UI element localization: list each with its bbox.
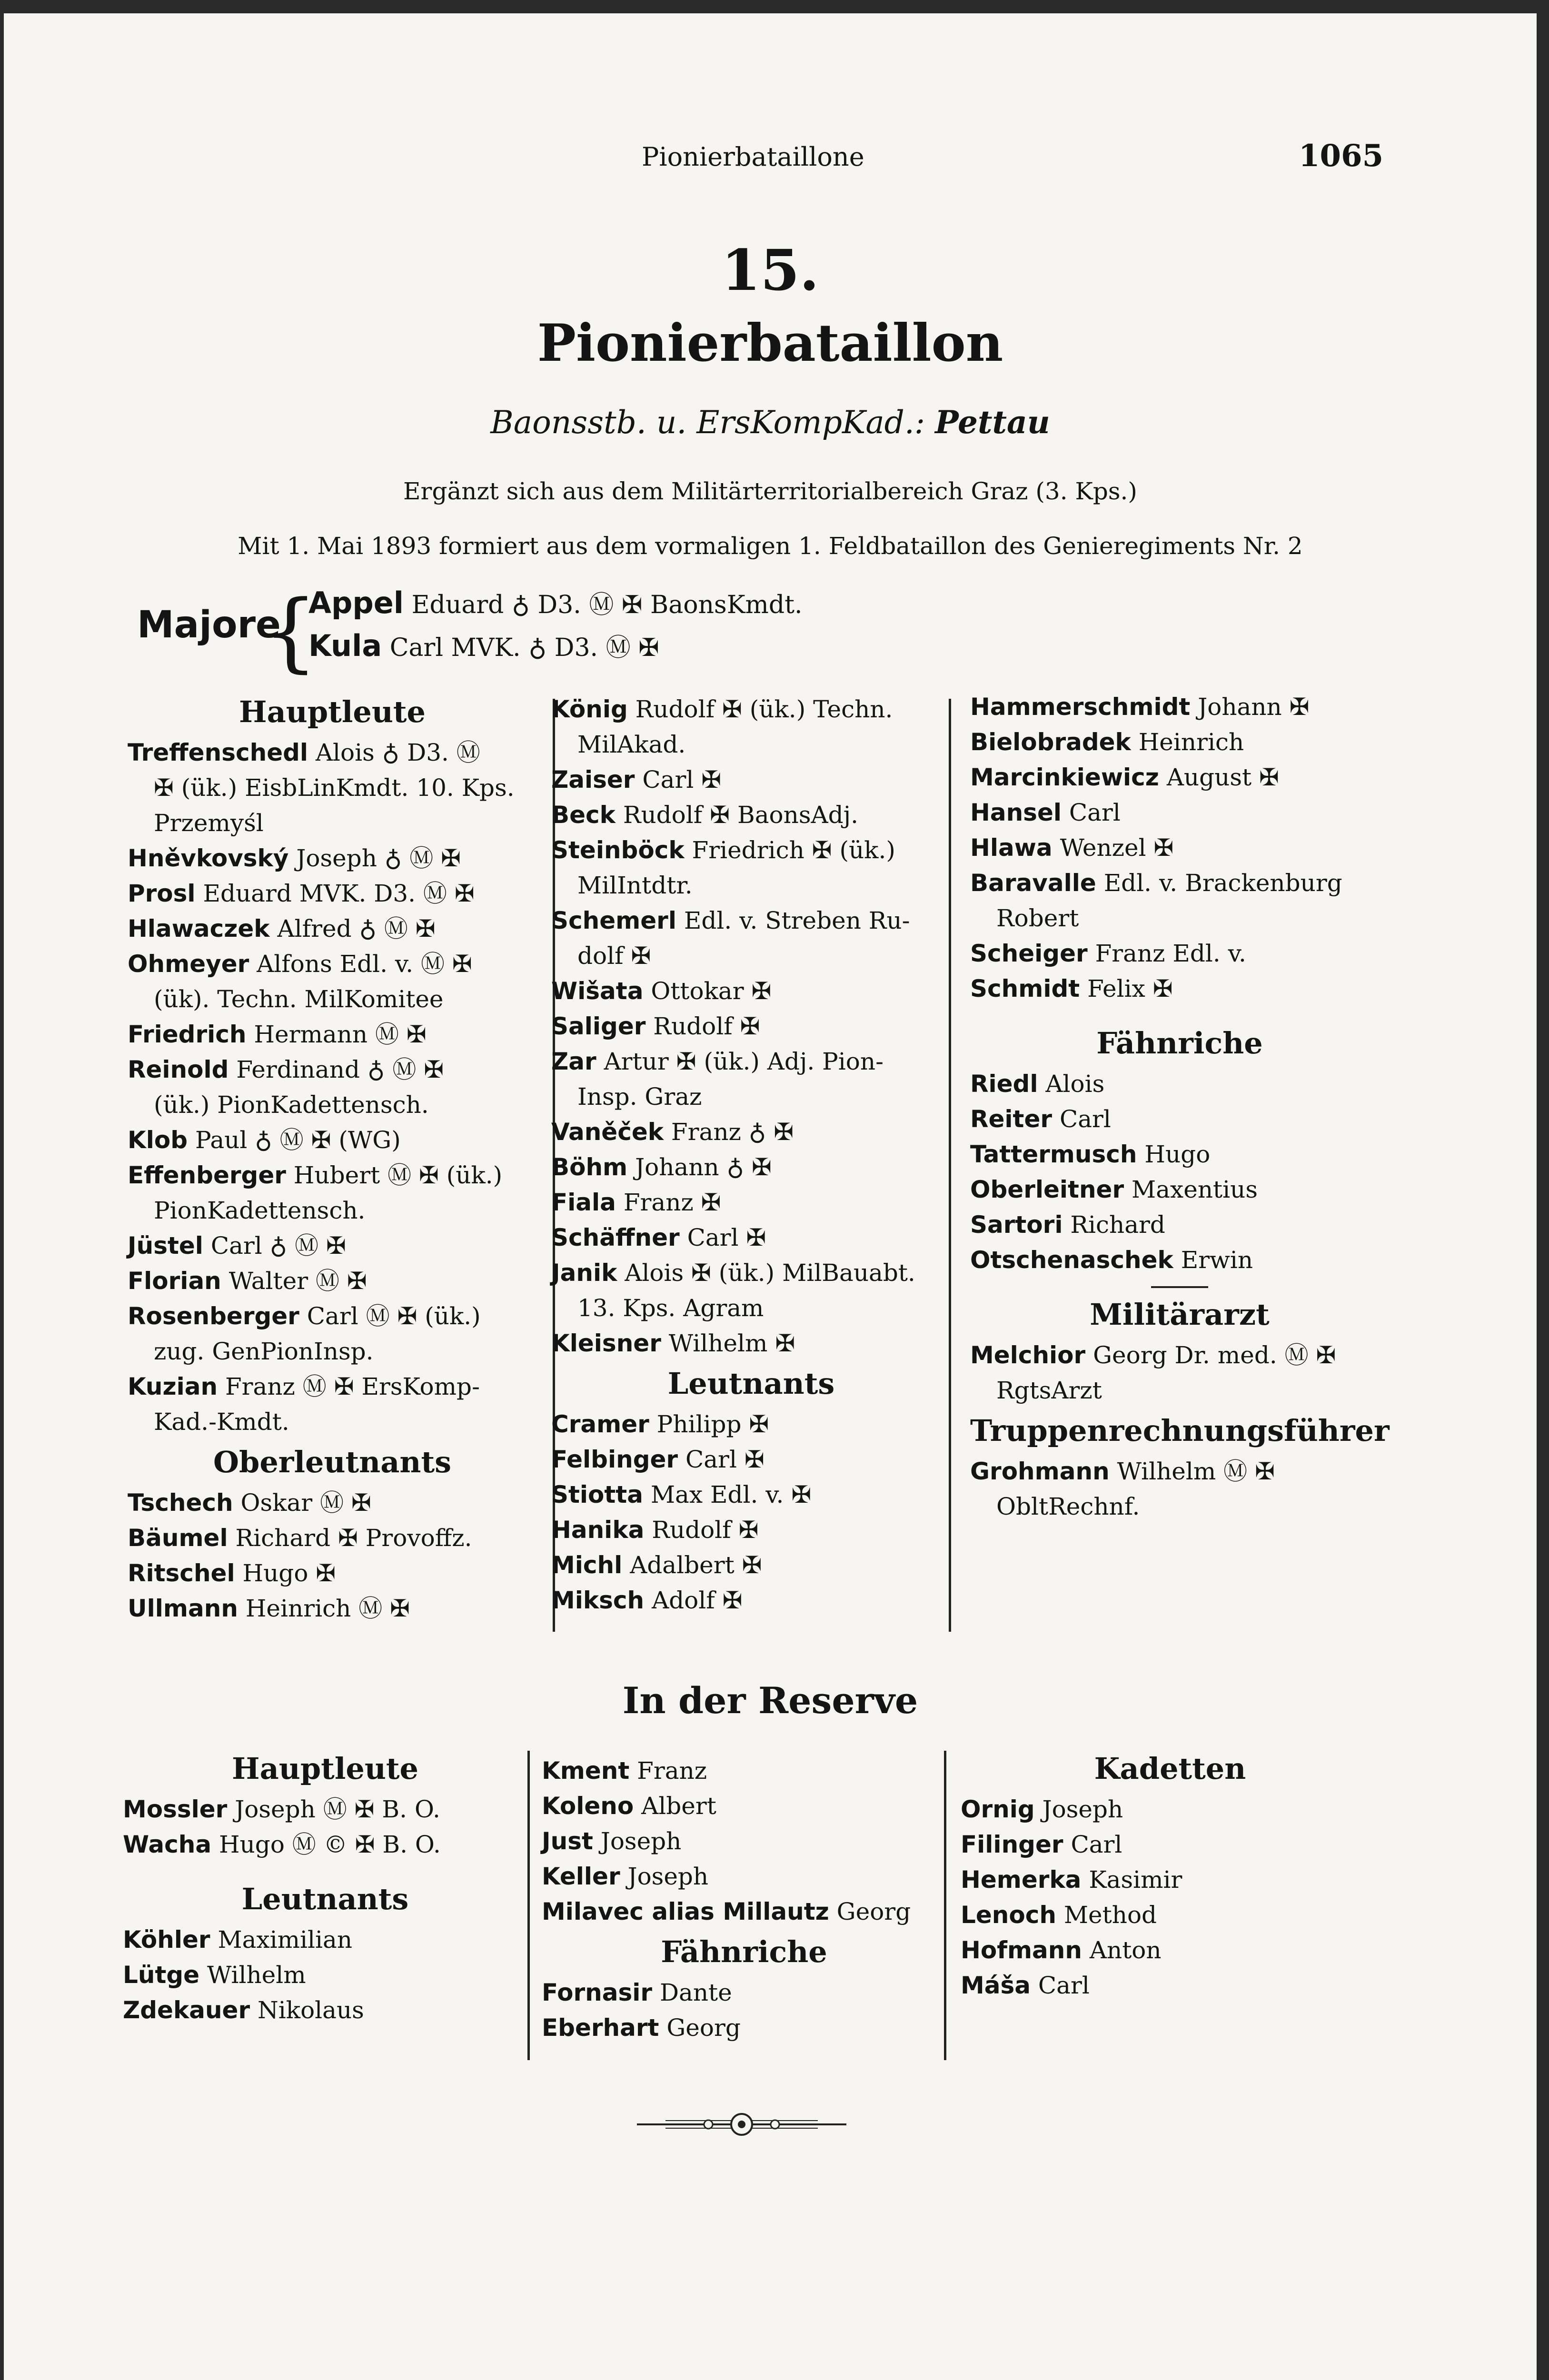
formation-note: Mit 1. Mai 1893 formiert aus dem vormaligen 1. Feldbataillon des Genieregiments Nr. 2 xyxy=(238,532,1303,560)
officer-surname: Melchior xyxy=(970,1341,1086,1369)
officer-details: Oskar Ⓜ ✠ xyxy=(240,1489,371,1517)
reserve-heading-leutnants: Leutnants xyxy=(241,1882,409,1916)
officer-details: Philipp ✠ xyxy=(656,1410,769,1438)
officer-surname: Zaiser xyxy=(551,766,635,793)
officer-details: Nikolaus xyxy=(258,1996,364,2024)
officer-entry xyxy=(128,1052,537,1087)
officer-details: Hubert Ⓜ ✠ (ük.) xyxy=(293,1161,503,1189)
officer-entry xyxy=(970,1454,1389,1489)
officer-surname: Hlawaczek xyxy=(128,915,270,942)
officer-details: Rudolf ✠ xyxy=(653,1012,760,1040)
officer-entry xyxy=(128,1591,537,1626)
officer-details: Alfons Edl. v. Ⓜ ✠ xyxy=(257,950,472,978)
column-divider xyxy=(944,1751,946,2060)
officer-details: Richard ✠ Provoffz. xyxy=(235,1524,472,1552)
officer-entry xyxy=(961,1792,1380,1827)
reserve-column-2 xyxy=(542,1753,946,2045)
officer-surname: Vaněček xyxy=(551,1118,664,1146)
officer-entry xyxy=(970,865,1389,901)
officer-details: Paul ♁ Ⓜ ✠ (WG) xyxy=(195,1126,401,1154)
officer-details: Alfred ♁ Ⓜ ✠ xyxy=(277,915,436,942)
officer-entry xyxy=(551,1150,951,1185)
reserve-column-3 xyxy=(961,1746,1380,2003)
officer-entry xyxy=(128,946,537,982)
officer-entry xyxy=(970,1066,1389,1101)
officer-surname: Reiter xyxy=(970,1105,1053,1133)
officer-details: Johann ✠ xyxy=(1198,693,1310,721)
officer-surname: Ritschel xyxy=(128,1559,235,1587)
officer-surname: Scheiger xyxy=(970,940,1088,967)
entry-continuation: PionKadettensch. xyxy=(154,1197,366,1224)
officer-details: Joseph xyxy=(600,1827,682,1855)
officer-details: Albert xyxy=(641,1792,716,1820)
officer-details: Carl ♁ Ⓜ ✠ xyxy=(210,1232,346,1259)
officer-entry xyxy=(551,1547,951,1583)
officer-surname: Hanika xyxy=(551,1516,645,1544)
officer-surname: Lütge xyxy=(123,1961,200,1989)
officer-entry xyxy=(970,1137,1389,1172)
officer-entry xyxy=(970,971,1389,1006)
officer-details: Eduard MVK. D3. Ⓜ ✠ xyxy=(203,880,475,907)
officer-details: Alois ✠ (ük.) MilBauabt. xyxy=(625,1259,915,1287)
officer-surname: Hněvkovský xyxy=(128,844,289,872)
officer-surname: Mossler xyxy=(123,1795,228,1823)
officer-details: Heinrich Ⓜ ✠ xyxy=(245,1595,410,1622)
officer-surname: Sartori xyxy=(970,1211,1063,1239)
officer-entry xyxy=(551,1009,951,1044)
officer-surname: Bielobradek xyxy=(970,728,1131,756)
officer-surname: Koleno xyxy=(542,1792,634,1820)
officer-entry xyxy=(128,1485,537,1520)
section-heading-faehnriche: Fähnriche xyxy=(1096,1026,1263,1061)
officer-surname: Kuzian xyxy=(128,1373,218,1400)
officer-details: Franz xyxy=(637,1757,707,1785)
officer-surname: Fiala xyxy=(551,1189,616,1216)
officer-entry xyxy=(970,1242,1389,1278)
major-name: Appel xyxy=(308,585,404,620)
officer-details: Hermann Ⓜ ✠ xyxy=(254,1021,427,1048)
officer-details: Alois ♁ D3. Ⓜ xyxy=(315,739,480,766)
page-number: 1065 xyxy=(1299,138,1384,174)
officer-surname: Máša xyxy=(961,1972,1031,1999)
officer-entry xyxy=(970,795,1389,830)
officer-surname: Böhm xyxy=(551,1153,628,1181)
officer-details: Method xyxy=(1063,1901,1157,1929)
officer-entry xyxy=(551,1583,951,1618)
officer-surname: Kment xyxy=(542,1757,630,1785)
officer-surname: Schäffner xyxy=(551,1224,680,1251)
officer-details: Wilhelm Ⓜ ✠ xyxy=(1117,1458,1275,1485)
officer-details: Max Edl. v. ✠ xyxy=(650,1481,812,1508)
officer-surname: Ornig xyxy=(961,1795,1035,1823)
entry-continuation: (ük). Techn. MilKomitee xyxy=(154,985,444,1013)
officer-details: Rudolf ✠ BaonsAdj. xyxy=(623,801,858,829)
officer-surname: Otschenaschek xyxy=(970,1246,1173,1274)
reserve-heading-faehnriche: Fähnriche xyxy=(661,1934,827,1969)
officer-surname: Wacha xyxy=(123,1831,212,1858)
officer-entry xyxy=(123,1792,527,1827)
officer-surname: Zar xyxy=(551,1048,596,1075)
officer-surname: Hlawa xyxy=(970,834,1053,862)
officer-entry xyxy=(542,1824,946,1859)
entry-continuation: Robert xyxy=(996,904,1079,932)
officer-entry xyxy=(128,841,537,876)
officer-surname: Hofmann xyxy=(961,1936,1082,1964)
officer-details: Franz ♁ ✠ xyxy=(671,1118,794,1146)
officer-entry xyxy=(961,1897,1380,1933)
officer-details: Maxentius xyxy=(1132,1176,1258,1203)
officer-surname: Lenoch xyxy=(961,1901,1056,1929)
officer-entry xyxy=(970,830,1389,865)
officer-surname: Fornasir xyxy=(542,1979,653,2006)
officer-details: Hugo xyxy=(1144,1140,1211,1168)
officer-details: Hugo ✠ xyxy=(242,1559,336,1587)
officer-entry xyxy=(128,1299,537,1334)
column-3 xyxy=(970,689,1389,1524)
officer-surname: Saliger xyxy=(551,1012,646,1040)
entry-continuation: MilAkad. xyxy=(577,731,686,758)
section-heading-militaerarzt: Militärarzt xyxy=(1090,1297,1270,1332)
officer-details: Carl ✠ xyxy=(642,766,722,793)
officer-details: Joseph xyxy=(1042,1795,1123,1823)
officer-entry xyxy=(551,833,951,868)
officer-entry xyxy=(551,903,951,938)
section-heading-leutnants: Leutnants xyxy=(667,1366,835,1401)
officer-details: Felix ✠ xyxy=(1087,975,1173,1002)
officer-details: Erwin xyxy=(1181,1246,1253,1274)
officer-entry xyxy=(128,1228,537,1263)
officer-details: Wenzel ✠ xyxy=(1060,834,1174,862)
officer-details: Wilhelm xyxy=(207,1961,306,1989)
officer-details: Wilhelm ✠ xyxy=(668,1329,795,1357)
officer-surname: Hansel xyxy=(970,799,1062,826)
officer-surname: Marcinkiewicz xyxy=(970,764,1159,791)
officer-entry xyxy=(961,1933,1380,1968)
officer-surname: Filinger xyxy=(961,1831,1063,1858)
officer-details: Joseph ♁ Ⓜ ✠ xyxy=(296,844,461,872)
majore-label: Majore xyxy=(137,604,281,646)
section-heading-rechnungsfuehrer: Truppenrechnungsführer xyxy=(970,1413,1390,1448)
officer-entry xyxy=(542,1859,946,1894)
officer-details: Georg xyxy=(836,1898,911,1925)
officer-details: Walter Ⓜ ✠ xyxy=(228,1267,367,1295)
officer-details: Adolf ✠ xyxy=(652,1587,743,1614)
reserve-heading-kadetten: Kadetten xyxy=(1094,1751,1246,1786)
unit-name: Pionierbataillon xyxy=(537,313,1003,373)
officer-entry xyxy=(123,1957,527,1993)
officer-entry xyxy=(961,1862,1380,1897)
column-2 xyxy=(551,692,951,1618)
officer-surname: Michl xyxy=(551,1551,623,1579)
officer-entry xyxy=(128,1158,537,1193)
column-1 xyxy=(128,689,537,1626)
ornament-divider xyxy=(637,2108,846,2141)
officer-entry xyxy=(970,1338,1389,1373)
officer-entry xyxy=(970,724,1389,760)
officer-entry xyxy=(128,1556,537,1591)
major-row xyxy=(308,585,803,620)
officer-details: Ferdinand ♁ Ⓜ ✠ xyxy=(236,1056,444,1083)
officer-entry xyxy=(551,692,951,727)
officer-details: Franz Ⓜ ✠ ErsKomp- xyxy=(225,1373,480,1400)
officer-surname: Zdekauer xyxy=(123,1996,250,2024)
officer-details: Franz ✠ xyxy=(623,1189,721,1216)
reserve-column-1 xyxy=(123,1746,527,2028)
officer-details: Dante xyxy=(659,1979,732,2006)
officer-details: Carl Ⓜ ✠ (ük.) xyxy=(307,1302,481,1330)
officer-entry xyxy=(551,1185,951,1220)
officer-entry xyxy=(128,1122,537,1158)
officer-entry xyxy=(551,1044,951,1079)
brace-glyph: { xyxy=(263,582,318,682)
reserve-heading-hauptleute: Hauptleute xyxy=(232,1751,418,1786)
officer-entry xyxy=(542,2010,946,2045)
officer-surname: Schemerl xyxy=(551,907,676,934)
officer-details: Franz Edl. v. xyxy=(1095,940,1246,967)
officer-entry xyxy=(128,1263,537,1299)
officer-details: Georg xyxy=(666,2014,741,2042)
officer-surname: Bäumel xyxy=(128,1524,228,1552)
officer-surname: Tattermusch xyxy=(970,1140,1137,1168)
officer-surname: Keller xyxy=(542,1863,620,1890)
officer-details: Edl. v. Streben Ru- xyxy=(684,907,910,934)
entry-continuation: RgtsArzt xyxy=(996,1377,1102,1404)
station-line xyxy=(4,404,1537,441)
officer-entry xyxy=(542,1894,946,1929)
officer-entry xyxy=(551,1326,951,1361)
major-row xyxy=(308,627,659,663)
officer-surname: Ullmann xyxy=(128,1595,238,1622)
entry-continuation: dolf ✠ xyxy=(577,942,651,970)
entry-continuation: ObltRechnf. xyxy=(996,1493,1140,1520)
officer-entry xyxy=(970,760,1389,795)
officer-details: Edl. v. Brackenburg xyxy=(1103,869,1342,897)
officer-details: Carl xyxy=(1038,1972,1090,1999)
officer-entry xyxy=(128,735,537,770)
unit-number: 15. xyxy=(721,237,819,303)
officer-entry xyxy=(970,1101,1389,1137)
officer-entry xyxy=(542,1753,946,1788)
officer-surname: Tschech xyxy=(128,1489,233,1517)
officer-surname: Eberhart xyxy=(542,2014,659,2042)
officer-details: Kasimir xyxy=(1089,1866,1182,1894)
officer-details: Georg Dr. med. Ⓜ ✠ xyxy=(1093,1341,1336,1369)
officer-surname: Ohmeyer xyxy=(128,950,249,978)
officer-surname: Klob xyxy=(128,1126,188,1154)
officer-details: Rudolf ✠ (ük.) Techn. xyxy=(635,695,893,723)
officer-details: Friedrich ✠ (ük.) xyxy=(692,836,895,864)
officer-details: Ottokar ✠ xyxy=(651,977,772,1005)
officer-surname: Effenberger xyxy=(128,1161,286,1189)
officer-surname: Schmidt xyxy=(970,975,1080,1002)
officer-surname: Miksch xyxy=(551,1587,645,1614)
officer-surname: Stiotta xyxy=(551,1481,643,1508)
officer-surname: Wišata xyxy=(551,977,644,1005)
officer-surname: Hemerka xyxy=(961,1866,1082,1894)
officer-entry xyxy=(551,1442,951,1477)
officer-entry xyxy=(551,1407,951,1442)
officer-entry xyxy=(128,1369,537,1404)
officer-entry xyxy=(970,936,1389,971)
officer-surname: Rosenberger xyxy=(128,1302,299,1330)
officer-entry xyxy=(551,797,951,833)
officer-surname: Riedl xyxy=(970,1070,1038,1098)
officer-entry xyxy=(123,1993,527,2028)
entry-continuation: (ük.) PionKadettensch. xyxy=(154,1091,429,1119)
officer-entry xyxy=(551,1220,951,1255)
major-details: Carl MVK. ♁ D3. Ⓜ ✠ xyxy=(389,634,659,662)
entry-continuation: zug. GenPionInsp. xyxy=(154,1338,374,1365)
major-name: Kula xyxy=(308,628,382,663)
reserve-title: In der Reserve xyxy=(622,1679,918,1722)
section-rule xyxy=(1151,1286,1208,1288)
officer-details: Rudolf ✠ xyxy=(652,1516,759,1544)
officer-entry xyxy=(961,1968,1380,2003)
entry-continuation: Insp. Graz xyxy=(577,1083,702,1111)
officer-surname: Jüstel xyxy=(128,1232,203,1259)
officer-details: Alois xyxy=(1045,1070,1105,1098)
officer-surname: Cramer xyxy=(551,1410,649,1438)
officer-details: Hugo Ⓜ © ✠ B. O. xyxy=(219,1831,441,1858)
officer-surname: Grohmann xyxy=(970,1458,1110,1485)
officer-surname: Friedrich xyxy=(128,1021,247,1048)
officer-details: Adalbert ✠ xyxy=(630,1551,762,1579)
officer-entry xyxy=(551,973,951,1009)
officer-details: Joseph xyxy=(627,1863,709,1890)
section-heading-hauptleute: Hauptleute xyxy=(239,694,426,729)
running-title: Pionierbataillone xyxy=(642,142,864,172)
officer-entry xyxy=(961,1827,1380,1862)
officer-surname: Milavec alias Millautz xyxy=(542,1898,829,1925)
officer-entry xyxy=(128,876,537,911)
officer-details: Joseph Ⓜ ✠ B. O. xyxy=(235,1795,440,1823)
section-heading-oberleutnants: Oberleutnants xyxy=(213,1445,452,1479)
entry-continuation: Przemyśl xyxy=(154,809,264,837)
officer-surname: Florian xyxy=(128,1267,221,1295)
column-divider xyxy=(527,1751,530,2060)
officer-entry xyxy=(551,762,951,797)
officer-entry xyxy=(551,1255,951,1290)
entry-continuation: Kad.-Kmdt. xyxy=(154,1408,289,1436)
column-divider xyxy=(949,699,951,1632)
officer-surname: Oberleitner xyxy=(970,1176,1124,1203)
officer-entry xyxy=(970,1207,1389,1242)
officer-surname: König xyxy=(551,695,628,723)
officer-details: Carl xyxy=(1071,1831,1122,1858)
entry-continuation: ✠ (ük.) EisbLinKmdt. 10. Kps. xyxy=(154,774,515,802)
officer-entry xyxy=(542,1975,946,2010)
officer-surname: Treffenschedl xyxy=(128,739,308,766)
officer-entry xyxy=(551,1477,951,1512)
officer-details: Artur ✠ (ük.) Adj. Pion- xyxy=(604,1048,884,1075)
officer-surname: Kleisner xyxy=(551,1329,661,1357)
officer-entry xyxy=(123,1922,527,1957)
officer-surname: Felbinger xyxy=(551,1446,678,1473)
officer-details: August ✠ xyxy=(1166,764,1279,791)
officer-entry xyxy=(128,1017,537,1052)
entry-continuation: MilIntdtr. xyxy=(577,872,693,899)
officer-surname: Köhler xyxy=(123,1926,210,1954)
officer-surname: Janik xyxy=(551,1259,617,1287)
officer-surname: Steinböck xyxy=(551,836,685,864)
officer-entry xyxy=(128,911,537,946)
officer-entry xyxy=(551,1512,951,1547)
officer-details: Carl xyxy=(1069,799,1121,826)
officer-surname: Hammerschmidt xyxy=(970,693,1191,721)
officer-entry xyxy=(542,1788,946,1824)
officer-entry xyxy=(123,1827,527,1862)
officer-surname: Baravalle xyxy=(970,869,1096,897)
document-page xyxy=(4,13,1537,2380)
officer-details: Johann ♁ ✠ xyxy=(635,1153,772,1181)
recruitment-note: Ergänzt sich aus dem Militärterritorialbereich Graz (3. Kps.) xyxy=(403,477,1137,505)
officer-entry xyxy=(551,1114,951,1150)
officer-entry xyxy=(128,1520,537,1556)
officer-surname: Just xyxy=(542,1827,593,1855)
officer-details: Anton xyxy=(1089,1936,1162,1964)
station-place: Pettau xyxy=(935,404,1050,441)
officer-details: Maximilian xyxy=(218,1926,353,1954)
major-details: Eduard ♁ D3. Ⓜ ✠ BaonsKmdt. xyxy=(411,591,803,619)
station-label: Baonsstb. u. ErsKompKad.: xyxy=(490,404,925,441)
officer-details: Heinrich xyxy=(1138,728,1244,756)
officer-details: Carl ✠ xyxy=(687,1224,766,1251)
officer-details: Carl ✠ xyxy=(685,1446,765,1473)
officer-surname: Reinold xyxy=(128,1056,229,1083)
officer-surname: Prosl xyxy=(128,880,196,907)
officer-entry xyxy=(970,1172,1389,1207)
officer-entry xyxy=(970,689,1389,724)
entry-continuation: 13. Kps. Agram xyxy=(577,1294,764,1322)
officer-surname: Beck xyxy=(551,801,616,829)
officer-details: Richard xyxy=(1070,1211,1165,1239)
officer-details: Carl xyxy=(1059,1105,1111,1133)
